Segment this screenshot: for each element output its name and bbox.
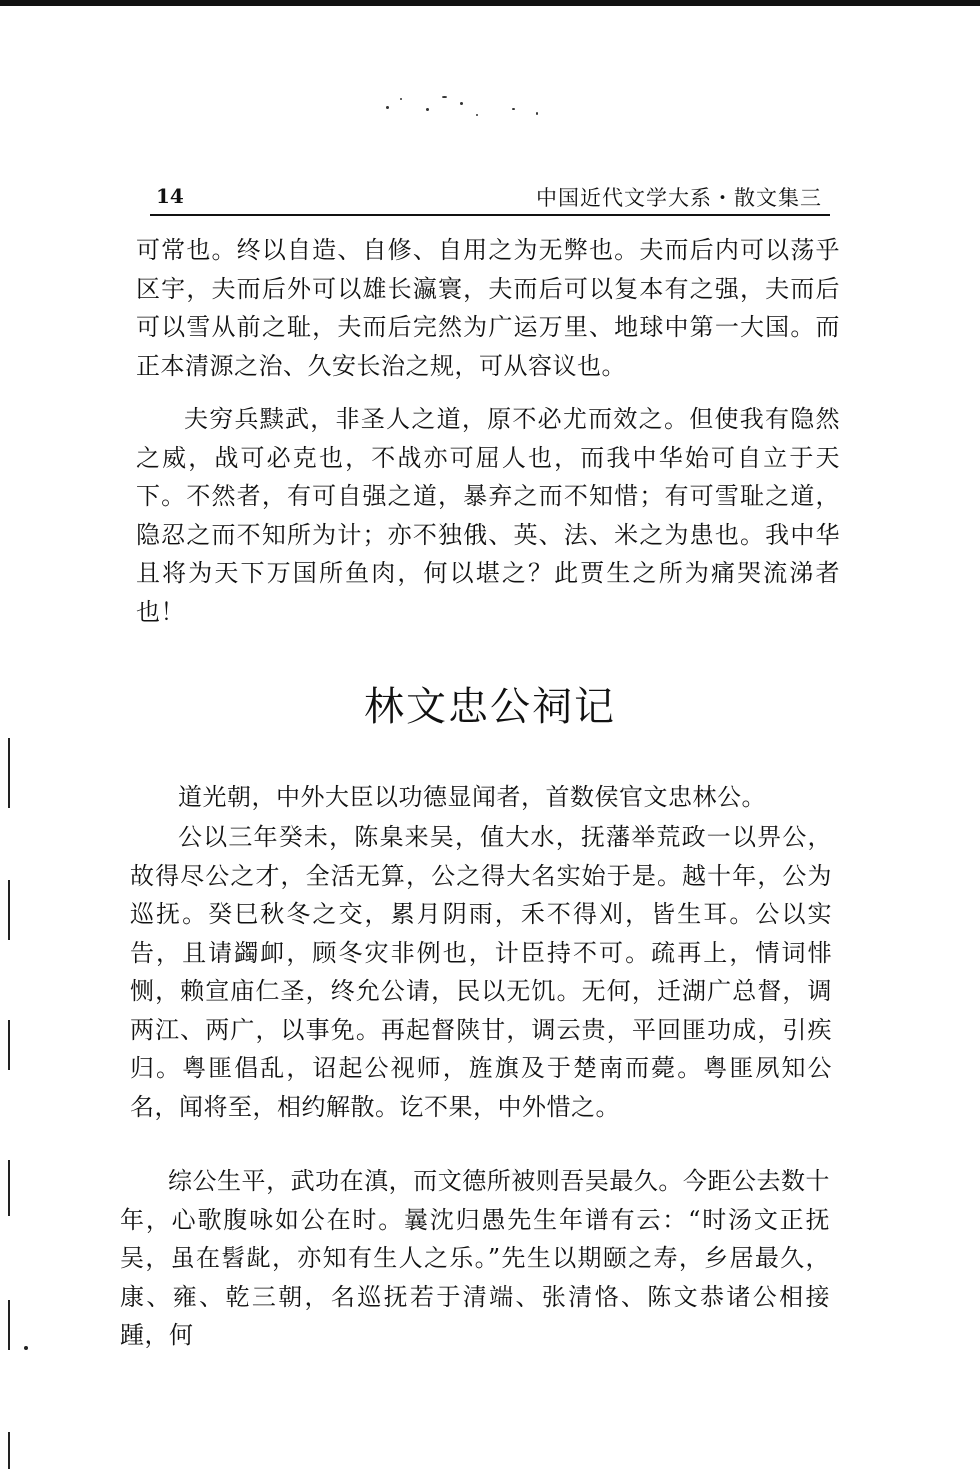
margin-mark: [8, 880, 10, 940]
running-title: 中国近代文学大系・散文集三: [536, 186, 822, 210]
page-number: 14: [156, 184, 184, 208]
header-rule: [150, 214, 830, 216]
continuation-paragraph-2: 夫穷兵黩武，非圣人之道，原不必尤而效之。但使我有隐然之威，战可必克也，不战亦可屈人也，而我中华始可自立于天下。不然者，有可自强之道，暴弃之而不知惜；有可雪耻之道，隐忍之而不知所为计；亦不独俄、英、法、米之为患也。我中华且将为天下万国所鱼肉，何以堪之？此贾生之所为痛哭流涕者也！: [136, 405, 840, 626]
page-header: [150, 180, 822, 214]
article-title: 林文忠公祠记: [364, 684, 616, 730]
continuation-paragraph-1: 可常也。终以自造、自修、自用之为无弊也。夫而后内可以荡乎区宇，夫而后外可以雄长瀛寰，夫而后可以复本有之强，夫而后可以雪从前之耻，夫而后完然为广运万里、地球中第一大国。而正本清源之治、久安长治之规，可从容议也。: [136, 236, 840, 380]
margin-mark: [8, 1160, 10, 1216]
article-paragraph-2: 公以三年癸未，陈臬来吴，值大水，抚藩举荒政一以畀公，故得尽公之才，全活无算，公之得大名实始于是。越十年，公为巡抚。癸巳秋冬之交，累月阴雨，禾不得刈，皆生耳。公以实告，且请蠲卹，顾冬灾非例也，计臣持不可。疏再上，情词悱恻，赖宣庙仁圣，终允公请，民以无饥。无何，迁湖广总督，调两江、两广，以事免。再起督陕甘，调云贵，平回匪功成，引疾归。粤匪倡乱，诏起公视师，旌旗及于楚南而薨。粤匪夙知公名，闻将至，相约解散。讫不果，中外惜之。: [130, 823, 832, 1121]
top-edge-rule: [0, 0, 980, 6]
margin-mark: [8, 738, 10, 808]
article-paragraph-3: 综公生平，武功在滇，而文德所被则吾吴最久。今距公去数十年，心歌腹咏如公在时。曩沈归愚先生年谱有云：“时汤文正抚吴，虽在髫龀，亦知有生人之乐。”先生以期颐之寿，乡居最久，康、雍、乾三朝，名巡抚若于清端、张清恪、陈文恭诸公相接踵，何: [120, 1167, 830, 1349]
scan-specks: [380, 92, 550, 122]
margin-mark: [8, 1020, 10, 1070]
margin-mark: [8, 1432, 10, 1469]
margin-dot: [24, 1346, 28, 1350]
margin-mark: [8, 1300, 10, 1350]
article-paragraph-1: 道光朝，中外大臣以功德显闻者，首数侯官文忠林公。: [178, 783, 766, 811]
